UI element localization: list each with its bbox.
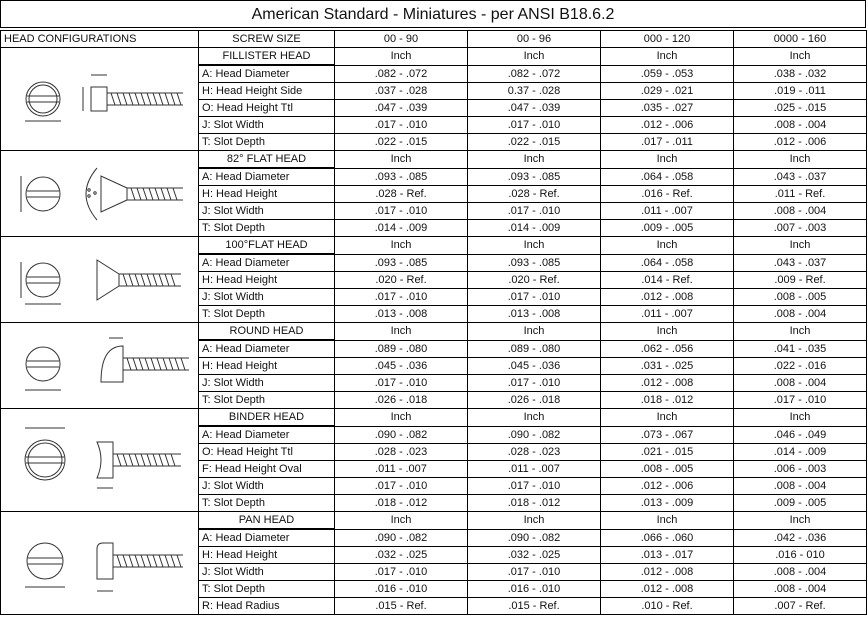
value-cell: .016 - .010	[468, 581, 601, 598]
dimension-label: H: Head Height	[199, 358, 335, 375]
value-cell: .062 - .056	[601, 340, 734, 358]
sheet-title: American Standard - Miniatures - per ANSI B18.6.2	[0, 0, 866, 28]
value-cell: .047 - .039	[468, 100, 601, 117]
value-cell: .017 - .010	[335, 203, 468, 220]
value-cell: .017 - .011	[601, 134, 734, 151]
section-title: ROUND HEAD	[199, 323, 335, 341]
value-cell: .020 - Ref.	[335, 272, 468, 289]
screw-size-header: SCREW SIZE	[199, 31, 335, 48]
specs-table	[0, 30, 867, 615]
value-cell: .090 - .082	[468, 426, 601, 444]
value-cell: .026 - .018	[468, 392, 601, 409]
dimension-label: J: Slot Width	[199, 289, 335, 306]
value-cell: .017 - .010	[468, 289, 601, 306]
dimension-label: A: Head Diameter	[199, 168, 335, 186]
value-cell: .020 - Ref.	[468, 272, 601, 289]
fillister-head-drawing	[5, 57, 195, 141]
unit-cell: Inch	[734, 48, 867, 66]
value-cell: .011 - Ref.	[734, 186, 867, 203]
value-cell: .041 - .035	[734, 340, 867, 358]
unit-cell: Inch	[335, 323, 468, 341]
value-cell: .090 - .082	[335, 529, 468, 547]
unit-cell: Inch	[335, 409, 468, 427]
section-title: FILLISTER HEAD	[199, 48, 335, 66]
value-cell: .006 - .003	[734, 461, 867, 478]
value-cell: .008 - .004	[734, 478, 867, 495]
section-header-row	[1, 237, 867, 255]
value-cell: .022 - .015	[468, 134, 601, 151]
head-drawing-cell	[1, 409, 199, 512]
value-cell: .009 - Ref.	[734, 272, 867, 289]
value-cell: .032 - .025	[468, 547, 601, 564]
value-cell: .031 - .025	[601, 358, 734, 375]
value-cell: .018 - .012	[468, 495, 601, 512]
value-cell: .089 - .080	[335, 340, 468, 358]
value-cell: .011 - .007	[335, 461, 468, 478]
value-cell: .090 - .082	[468, 529, 601, 547]
dimension-label: T: Slot Depth	[199, 581, 335, 598]
unit-cell: Inch	[734, 323, 867, 341]
section-title: 82° FLAT HEAD	[199, 151, 335, 169]
unit-cell: Inch	[335, 237, 468, 255]
value-cell: .011 - .007	[601, 306, 734, 323]
dimension-label: T: Slot Depth	[199, 495, 335, 512]
specs-table-body	[1, 31, 867, 615]
value-cell: .017 - .010	[468, 564, 601, 581]
dimension-label: J: Slot Width	[199, 375, 335, 392]
dimension-label: O: Head Height Ttl	[199, 444, 335, 461]
dimension-label: H: Head Height	[199, 272, 335, 289]
unit-cell: Inch	[601, 237, 734, 255]
value-cell: .022 - .015	[335, 134, 468, 151]
dimension-label: J: Slot Width	[199, 564, 335, 581]
section-header-row	[1, 151, 867, 169]
flat-82-head-drawing	[5, 154, 195, 234]
value-cell: .014 - .009	[734, 444, 867, 461]
value-cell: .028 - .023	[335, 444, 468, 461]
section-title: PAN HEAD	[199, 512, 335, 530]
value-cell: .017 - .010	[335, 478, 468, 495]
value-cell: .064 - .058	[601, 254, 734, 272]
value-cell: .017 - .010	[468, 478, 601, 495]
value-cell: .014 - .009	[468, 220, 601, 237]
section-header-row	[1, 48, 867, 66]
dimension-label: T: Slot Depth	[199, 134, 335, 151]
head-drawing-cell	[1, 151, 199, 237]
unit-cell: Inch	[601, 512, 734, 530]
unit-cell: Inch	[734, 409, 867, 427]
value-cell: .014 - .009	[335, 220, 468, 237]
value-cell: .043 - .037	[734, 168, 867, 186]
dimension-label: H: Head Height	[199, 186, 335, 203]
round-head-drawing	[5, 326, 195, 406]
unit-cell: Inch	[468, 323, 601, 341]
value-cell: .028 - .023	[468, 444, 601, 461]
unit-cell: Inch	[468, 409, 601, 427]
value-cell: .008 - .004	[734, 117, 867, 134]
section-header-row	[1, 409, 867, 427]
value-cell: .010 - Ref.	[601, 598, 734, 615]
value-cell: .008 - .004	[734, 564, 867, 581]
dimension-label: T: Slot Depth	[199, 220, 335, 237]
value-cell: .089 - .080	[468, 340, 601, 358]
value-cell: .047 - .039	[335, 100, 468, 117]
value-cell: .093 - .085	[335, 254, 468, 272]
unit-cell: Inch	[468, 512, 601, 530]
section-title: 100°FLAT HEAD	[199, 237, 335, 255]
dimension-label: J: Slot Width	[199, 203, 335, 220]
unit-cell: Inch	[601, 323, 734, 341]
dimension-label: T: Slot Depth	[199, 306, 335, 323]
value-cell: .008 - .005	[734, 289, 867, 306]
dimension-label: A: Head Diameter	[199, 529, 335, 547]
value-cell: .012 - .006	[734, 134, 867, 151]
unit-cell: Inch	[734, 151, 867, 169]
head-drawing-cell	[1, 48, 199, 151]
value-cell: .015 - Ref.	[468, 598, 601, 615]
value-cell: .025 - .015	[734, 100, 867, 117]
unit-cell: Inch	[601, 151, 734, 169]
unit-cell: Inch	[468, 48, 601, 66]
value-cell: .032 - .025	[335, 547, 468, 564]
value-cell: .016 - .010	[335, 581, 468, 598]
unit-cell: Inch	[335, 151, 468, 169]
value-cell: .016 - Ref.	[601, 186, 734, 203]
value-cell: .028 - Ref.	[335, 186, 468, 203]
value-cell: .093 - .085	[335, 168, 468, 186]
dimension-label: H: Head Height	[199, 547, 335, 564]
value-cell: .035 - .027	[601, 100, 734, 117]
dimension-label: H: Head Height Side	[199, 83, 335, 100]
dimension-label: F: Head Height Oval	[199, 461, 335, 478]
value-cell: .015 - Ref.	[335, 598, 468, 615]
dimension-label: O: Head Height Ttl	[199, 100, 335, 117]
value-cell: .017 - .010	[335, 375, 468, 392]
value-cell: .082 - .072	[468, 65, 601, 83]
value-cell: .011 - .007	[601, 203, 734, 220]
value-cell: .064 - .058	[601, 168, 734, 186]
value-cell: .082 - .072	[335, 65, 468, 83]
dimension-label: T: Slot Depth	[199, 392, 335, 409]
flat-100-head-drawing	[5, 240, 195, 320]
head-config-header: HEAD CONFIGURATIONS	[1, 31, 199, 48]
section-title: BINDER HEAD	[199, 409, 335, 427]
dimension-label: R: Head Radius	[199, 598, 335, 615]
value-cell: .017 - .010	[335, 117, 468, 134]
value-cell: .008 - .005	[601, 461, 734, 478]
value-cell: .043 - .037	[734, 254, 867, 272]
value-cell: .007 - Ref.	[734, 598, 867, 615]
pan-head-drawing	[5, 515, 195, 611]
value-cell: .017 - .010	[734, 392, 867, 409]
value-cell: .012 - .006	[601, 478, 734, 495]
head-drawing-cell	[1, 237, 199, 323]
value-cell: .017 - .010	[335, 564, 468, 581]
unit-cell: Inch	[468, 151, 601, 169]
value-cell: .007 - .003	[734, 220, 867, 237]
value-cell: .017 - .010	[335, 289, 468, 306]
dimension-label: J: Slot Width	[199, 478, 335, 495]
value-cell: .090 - .082	[335, 426, 468, 444]
dimension-label: J: Slot Width	[199, 117, 335, 134]
unit-cell: Inch	[468, 237, 601, 255]
value-cell: .042 - .036	[734, 529, 867, 547]
value-cell: .022 - .016	[734, 358, 867, 375]
unit-cell: Inch	[601, 48, 734, 66]
unit-cell: Inch	[335, 512, 468, 530]
dimension-label: A: Head Diameter	[199, 340, 335, 358]
value-cell: .012 - .006	[601, 117, 734, 134]
value-cell: .045 - .036	[468, 358, 601, 375]
value-cell: .017 - .010	[468, 117, 601, 134]
value-cell: .021 - .015	[601, 444, 734, 461]
binder-head-drawing	[5, 412, 195, 508]
value-cell: .012 - .008	[601, 564, 734, 581]
value-cell: .059 - .053	[601, 65, 734, 83]
unit-cell: Inch	[734, 512, 867, 530]
value-cell: .026 - .018	[335, 392, 468, 409]
head-drawing-cell	[1, 323, 199, 409]
value-cell: 0.37 - .028	[468, 83, 601, 100]
value-cell: .093 - .085	[468, 168, 601, 186]
unit-cell: Inch	[335, 48, 468, 66]
dimension-label: A: Head Diameter	[199, 426, 335, 444]
value-cell: .093 - .085	[468, 254, 601, 272]
size-header: 00 - 96	[468, 31, 601, 48]
value-cell: .009 - .005	[734, 495, 867, 512]
size-header: 00 - 90	[335, 31, 468, 48]
value-cell: .045 - .036	[335, 358, 468, 375]
value-cell: .008 - .004	[734, 375, 867, 392]
value-cell: .017 - .010	[468, 375, 601, 392]
value-cell: .066 - .060	[601, 529, 734, 547]
value-cell: .008 - .004	[734, 203, 867, 220]
unit-cell: Inch	[601, 409, 734, 427]
dimension-label: A: Head Diameter	[199, 65, 335, 83]
value-cell: .009 - .005	[601, 220, 734, 237]
value-cell: .029 - .021	[601, 83, 734, 100]
value-cell: .012 - .008	[601, 375, 734, 392]
section-header-row	[1, 512, 867, 530]
value-cell: .013 - .008	[468, 306, 601, 323]
dimension-label: A: Head Diameter	[199, 254, 335, 272]
value-cell: .028 - Ref.	[468, 186, 601, 203]
value-cell: .038 - .032	[734, 65, 867, 83]
value-cell: .017 - .010	[468, 203, 601, 220]
value-cell: .012 - .008	[601, 581, 734, 598]
value-cell: .019 - .011	[734, 83, 867, 100]
value-cell: .008 - .004	[734, 306, 867, 323]
value-cell: .008 - .004	[734, 581, 867, 598]
value-cell: .018 - .012	[601, 392, 734, 409]
value-cell: .014 - Ref.	[601, 272, 734, 289]
value-cell: .013 - .017	[601, 547, 734, 564]
section-header-row	[1, 323, 867, 341]
unit-cell: Inch	[734, 237, 867, 255]
value-cell: .016 - 010	[734, 547, 867, 564]
size-header: 0000 - 160	[734, 31, 867, 48]
value-cell: .013 - .008	[335, 306, 468, 323]
value-cell: .046 - .049	[734, 426, 867, 444]
value-cell: .012 - .008	[601, 289, 734, 306]
size-header: 000 - 120	[601, 31, 734, 48]
value-cell: .013 - .009	[601, 495, 734, 512]
value-cell: .011 - .007	[468, 461, 601, 478]
value-cell: .073 - .067	[601, 426, 734, 444]
value-cell: .018 - .012	[335, 495, 468, 512]
head-drawing-cell	[1, 512, 199, 615]
header-row	[1, 31, 867, 48]
value-cell: .037 - .028	[335, 83, 468, 100]
